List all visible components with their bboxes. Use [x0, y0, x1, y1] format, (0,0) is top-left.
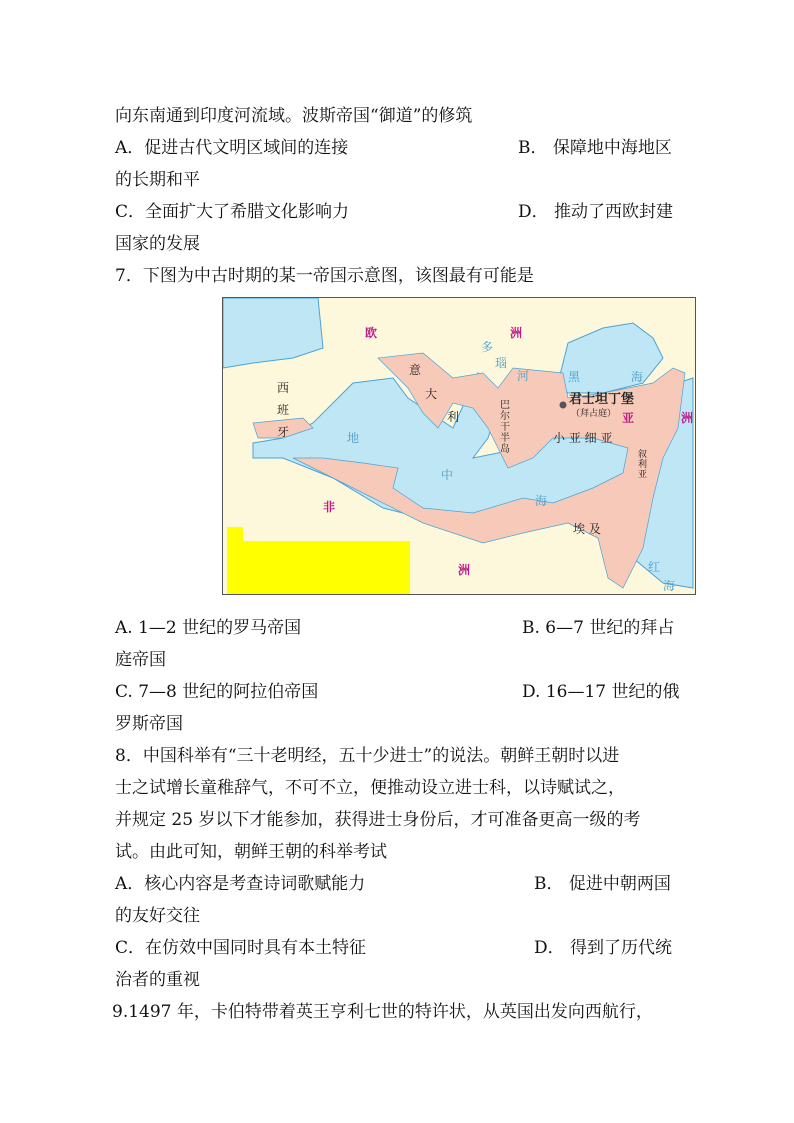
q7-option-d-cont: 罗斯帝国: [115, 714, 183, 734]
label-black-sea: 黑: [568, 370, 581, 384]
q8-option-b-cont: 的友好交往: [115, 906, 200, 926]
label-egypt: 埃 及: [573, 522, 601, 536]
label-africa-2: 洲: [458, 563, 471, 577]
byzantine-empire-map: [222, 297, 696, 595]
label-asia-2: 洲: [681, 411, 694, 425]
label-asia-1: 亚: [622, 411, 635, 425]
label-med-sea: 海: [535, 494, 548, 508]
q7-option-a: A. 1—2 世纪的罗马帝国: [115, 618, 302, 638]
label-italy: 利: [447, 410, 460, 424]
q8-stem-line-3: 并规定 25 岁以下才能参加，获得进士身份后，才可准备更高一级的考: [115, 810, 641, 830]
label-constantinople: 君士坦丁堡: [569, 392, 635, 407]
label-danube: 河: [517, 369, 530, 383]
label-asia-minor: 小 亚 细 亚: [553, 431, 613, 445]
q6-option-c: C．全面扩大了希腊文化影响力: [115, 202, 350, 222]
q7-option-b-cont: 庭帝国: [115, 650, 166, 670]
label-europe-1: 欧: [365, 326, 378, 340]
label-med-sea: 地: [347, 431, 360, 445]
label-spain: 牙: [277, 425, 290, 439]
label-spain: 西: [277, 381, 290, 395]
label-europe-2: 洲: [510, 326, 523, 340]
label-balkan: 巴尔干半岛: [500, 400, 510, 455]
label-red-sea: 红: [648, 560, 661, 574]
label-danube: 多: [481, 340, 494, 354]
q8-option-a: A．核心内容是考查诗词歌赋能力: [115, 874, 366, 894]
label-spain: 班: [277, 403, 290, 417]
q9-stem-line-1: 9.1497 年，卡伯特带着英王亨利七世的特许状，从英国出发向西航行，: [112, 1002, 653, 1022]
q7-stem: 7．下图为中古时期的某一帝国示意图，该图最有可能是: [115, 266, 534, 286]
q8-option-b: B． 促进中朝两国: [534, 874, 671, 894]
label-black-sea: 海: [631, 370, 644, 384]
q8-stem-line-4: 试。由此可知，朝鲜王朝的科举考试: [115, 842, 387, 862]
q8-stem-line-2: 士之试增长童稚辞气，不可不立，便推动设立进士科，以诗赋试之，: [115, 778, 625, 798]
q7-option-b: B. 6—7 世纪的拜占: [522, 618, 675, 638]
q6-stem-tail: 向东南通到印度河流域。波斯帝国“御道”的修筑: [115, 106, 473, 126]
q6-option-a: A．促进古代文明区域间的连接: [115, 138, 349, 158]
q7-option-d: D. 16—17 世纪的俄: [522, 682, 680, 702]
q8-option-d-cont: 治者的重视: [115, 970, 200, 990]
q7-option-c: C. 7—8 世纪的阿拉伯帝国: [115, 682, 319, 702]
q6-option-d-cont: 国家的发展: [115, 234, 200, 254]
q6-option-b: B． 保障地中海地区: [518, 138, 672, 158]
label-red-sea: 海: [663, 579, 676, 593]
label-byzantium: （拜占庭）: [571, 409, 617, 419]
label-syria: 叙利亚: [638, 450, 648, 480]
label-italy: 大: [425, 387, 438, 401]
q6-option-b-cont: 的长期和平: [115, 170, 200, 190]
label-italy: 意: [409, 363, 422, 377]
q8-option-c: C．在仿效中国同时具有本土特征: [115, 938, 367, 958]
label-danube: 瑙: [495, 356, 508, 370]
label-med-sea: 中: [441, 468, 454, 482]
constantinople-marker: [560, 402, 567, 409]
q8-option-d: D． 得到了历代统: [534, 938, 673, 958]
q6-option-d: D． 推动了西欧封建: [518, 202, 674, 222]
yellow-redaction: [227, 541, 410, 595]
label-africa-1: 非: [323, 500, 336, 514]
q8-stem-line-1: 8．中国科举有“三十老明经，五十少进士”的说法。朝鲜王朝时以进: [115, 746, 620, 766]
